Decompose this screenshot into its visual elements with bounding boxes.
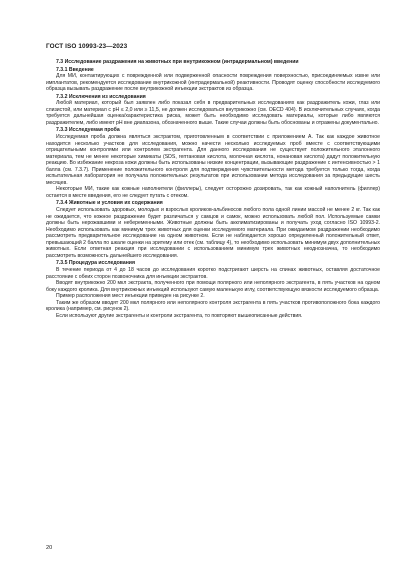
- page-number: 20: [46, 545, 53, 551]
- paragraph: Таким же образом вводят 200 мкл полярного или неполярного контроля экстрагента в пять участков противоположного бока каждого кролика (например, см. рисунок 2).: [46, 299, 380, 313]
- document-body: [46, 56, 380, 319]
- subsection-heading: 7.3.3 Исследуемая проба: [56, 127, 120, 134]
- subsection-heading: 7.3.1 Введение: [56, 66, 94, 73]
- paragraph: В течение периода от 4 до 18 часов до исследования коротко подстригают шерсть на спинах животных, оставляя достаточное расстояние с обеих сторон позвоночника для инъекции экстрактов.: [46, 266, 380, 280]
- subsection-heading: 7.3.5 Процедура исследования: [56, 260, 135, 267]
- paragraph: Исследуемая проба должна являться экстрактом, приготовленным в соответствии с приложением A. Так как каждое животное находится несколько участков для исследования, можно начести несколько исследуемых проб вместе с соответствующими отрицательными контролями или контролем экстрагента. Для данного исследования не существует положительного эталонного материала, тем не менее некоторые химикаты (SDS, гептановая кислота, молочная кислота, нонановая кислота) дадут положительную реакцию. Во избежание некроза кожи должны быть использованы низкие концентрации, вызывающие раздражение с интенсивностью > 1 балла (см. 7.3.7). Применение положительного контроля для подтверждения чувствительности метода требуется только тогда, когда испытательная лаборатория не получала положительных результатов при использовании метода исследования за предыдущие шесть месяцев.: [46, 134, 380, 186]
- paragraph: Некоторые МИ, такие как кожные наполнители (филлеры), следует осторожно дозировать, так как кожный наполнитель (филлер) остается в месте введения, его не следует путать с отеком.: [46, 186, 380, 199]
- subsection-heading: 7.3.4 Животные и условия их содержания: [56, 200, 163, 207]
- paragraph: Любой материал, который был заявлен либо показал себя в предварительных исследованиях как раздражитель кожи, глаз или слизистой, или материал с pH ≤ 2,0 или ≥ 11,5, не должен исследоваться внутрикожно (см. OECD 404). В исключительных случаях, когда требуется дальнейшая оценка/характеристика риска, может быть необходимо исследовать материалы, которые либо являются раздражителем, либо имеют pH вне диапазона, обозначенного выше. Такие случаи должны быть обоснованы и отражены документально.: [46, 100, 380, 126]
- paragraph: Для МИ, контактирующих с поврежденной или подверженной опасности повреждения поверхностью, присоединяемых извне или имплантатов, рекомендуется исследование внутрикожной (интрадермальной) реактивности. Проводят оценку способности исследуемого образца вызывать раздражение после внутрикожной инъекции экстрактов из образца.: [46, 73, 380, 93]
- paragraph: Пример расположения мест инъекции приведен на рисунке 2.: [56, 293, 205, 300]
- paragraph: Следует использовать здоровых, молодых и взрослых кроликов-альбиносов любого пола одной линии массой не менее 2 кг. Так как не ожидается, что кожное раздражение будет различаться у самцов и самок, можно использовать любой пол. Используемые самки должны быть нерожавшими и небеременными. Животные должны быть акклиматизированы и получать уход согласно ISO 10993-2. Необходимо использовать как минимум трех животных для оценки исследуемого материала. При ожидаемом раздражении необходимо рассмотреть предварительное исследование на одном животном. Если не наблюдается хорошо определенный положительный ответ, превышающий 2 балла по шкале оценки на эритему или отек (см. таблицу 4), то необходимо использовать минимум двух дополнительных животных. Если ответная реакция при исследовании с использованием минимум трех животных неоднозначна, то необходимо рассмотреть возможность дальнейшего исследования.: [46, 207, 380, 259]
- subsection-heading: 7.3.2 Исключения из исследования: [56, 93, 146, 100]
- standard-header: ГОСТ ISO 10993-23—2023: [46, 43, 128, 50]
- paragraph: Вводят внутрикожно 200 мкл экстракта, полученного при помощи полярного или неполярного экстрагента, в пять участков на одном боку каждого кролика. Для внутрикожных инъекций используют самую маленькую иглу, соответствующую вязкости исследуемого образца.: [46, 280, 380, 293]
- section-heading: 7.3 Исследование раздражения на животных при внутрикожном (интрадермальном) введении: [56, 59, 299, 65]
- paragraph: Если используют другие экстрагенты и контроли экстрагента, то повторяют вышеописанные действия.: [56, 312, 303, 319]
